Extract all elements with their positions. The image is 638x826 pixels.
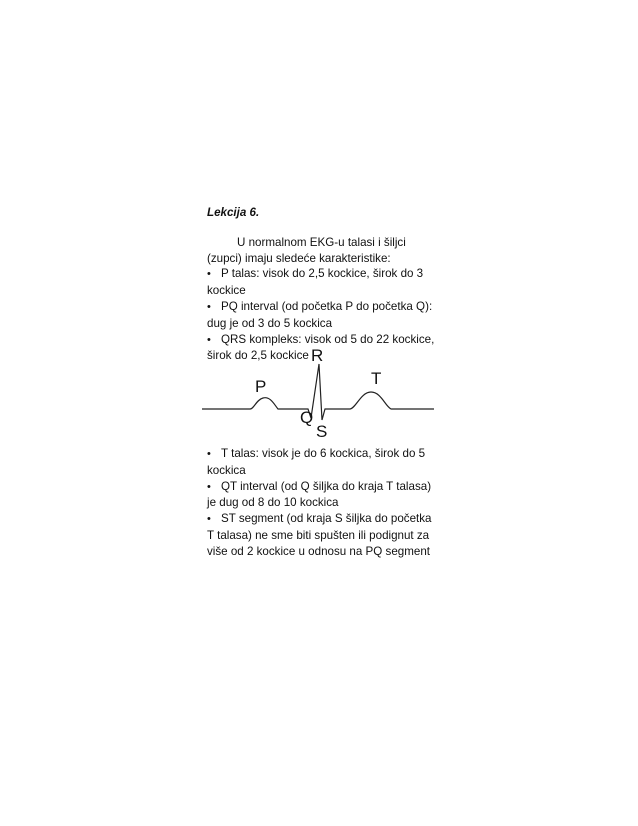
bullet-t-wave [207, 446, 437, 463]
bullet-text-line2: T talasa) ne sme biti spušten ili podignut za [207, 528, 430, 542]
lesson-text-top [207, 205, 437, 364]
bullet-text-line2: dug je od 3 do 5 kockica [207, 316, 333, 330]
bullet-p-wave [207, 266, 437, 283]
bullet-text-line1: QRS kompleks: visok od 5 do 22 kockice, [221, 332, 435, 346]
bullet-icon: • [207, 300, 211, 313]
bullet-icon: • [207, 513, 211, 526]
ecg-diagram [202, 342, 434, 438]
ecg-label-r: R [311, 346, 324, 365]
bullet-text-line2: kockica [207, 463, 246, 477]
bullet-text-line1: PQ interval (od početka P do početka Q): [221, 299, 433, 313]
bullet-icon: • [207, 480, 211, 493]
ecg-label-t: T [371, 369, 382, 388]
lesson-text-bottom [207, 446, 437, 560]
bullet-text-line2: širok do 2,5 kockice [207, 349, 309, 363]
ecg-waveform-svg [202, 342, 434, 438]
intro-line-2: (zupci) imaju sledeće karakteristike: [207, 251, 391, 265]
bullet-qt-interval [207, 479, 437, 496]
bullet-pq-interval [207, 299, 437, 316]
lesson-title: Lekcija 6. [207, 206, 260, 219]
ecg-label-q: Q [300, 408, 314, 427]
ecg-label-p: P [255, 377, 267, 396]
bullet-text-line1: T talas: visok je do 6 kockica, širok do 5 [221, 447, 426, 460]
ecg-trace [202, 364, 434, 420]
bullet-text-line1: P talas: visok do 2,5 kockice, širok do 3 [221, 267, 424, 281]
bullet-icon: • [207, 448, 211, 460]
intro-line-1: U normalnom EKG-u talasi i šiljci [237, 235, 406, 249]
bullet-icon: • [207, 333, 211, 346]
bullet-text-line1: QT interval (od Q šiljka do kraja T talasa) [221, 479, 432, 493]
bullet-icon: • [207, 268, 211, 281]
bullet-text-line2: je dug od 8 do 10 kockica [207, 496, 339, 510]
bullet-st-segment [207, 511, 437, 528]
bullet-text-line1: ST segment (od kraja S šiljka do početka [221, 512, 432, 526]
bullet-text-line2: kockice [207, 284, 246, 298]
bullet-text-line3: više od 2 kockice u odnosu na PQ segment [207, 544, 430, 558]
ecg-label-s: S [316, 422, 328, 438]
